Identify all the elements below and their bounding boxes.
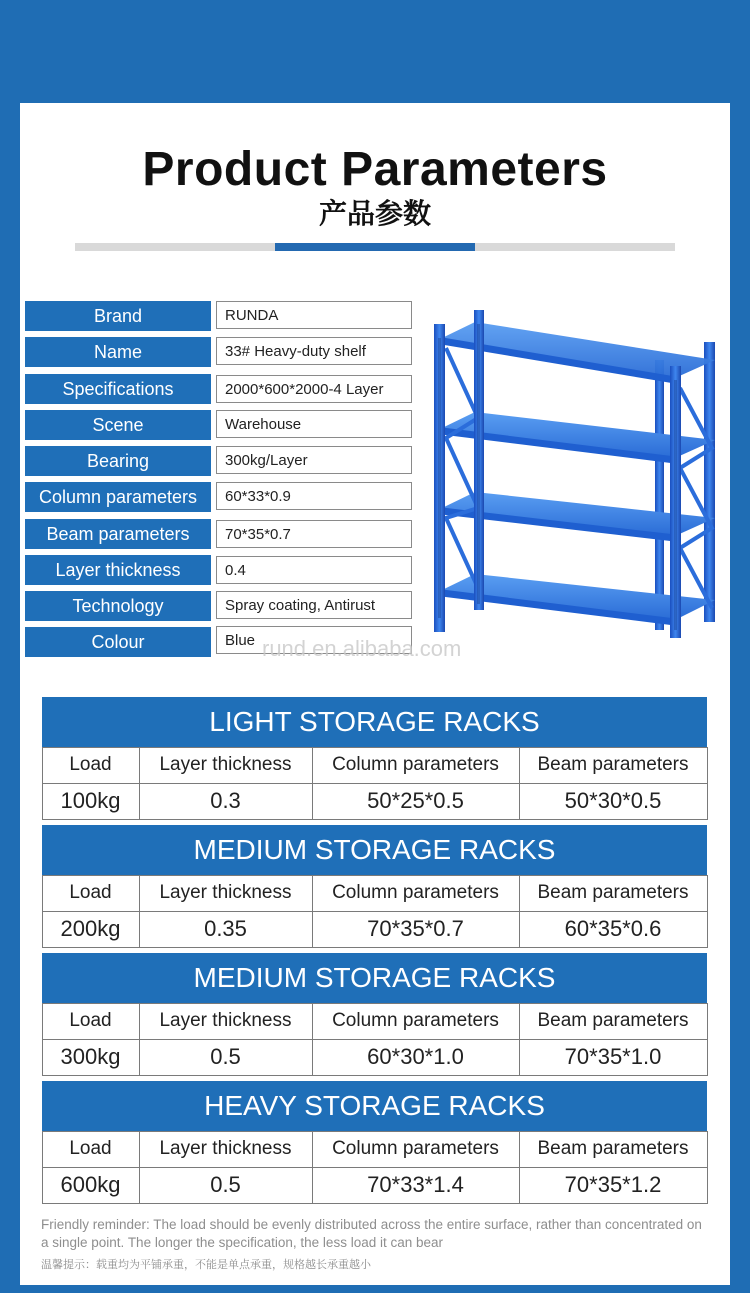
col-header-layer-thickness: Layer thickness xyxy=(139,747,313,784)
spec-label-specifications: Specifications xyxy=(25,374,211,404)
rack-table-medium-200 xyxy=(42,825,707,947)
spec-value-beam-parameters: 70*35*0.7 xyxy=(216,520,412,548)
page-subtitle: 产品参数 xyxy=(318,198,431,229)
spec-label-column-parameters: Column parameters xyxy=(25,482,211,512)
col-header-column-parameters: Column parameters xyxy=(312,1131,520,1168)
cell-load: 600kg xyxy=(42,1167,140,1204)
col-header-column-parameters: Column parameters xyxy=(312,875,520,912)
cell-load: 100kg xyxy=(42,783,140,820)
col-header-load: Load xyxy=(42,875,140,912)
col-header-beam-parameters: Beam parameters xyxy=(519,1131,708,1168)
col-header-beam-parameters: Beam parameters xyxy=(519,747,708,784)
col-header-column-parameters: Column parameters xyxy=(312,747,520,784)
cell-beam-parameters: 70*35*1.0 xyxy=(519,1039,708,1076)
cell-beam-parameters: 60*35*0.6 xyxy=(519,911,708,948)
table-title: MEDIUM STORAGE RACKS xyxy=(42,953,707,1003)
cell-column-parameters: 70*33*1.4 xyxy=(312,1167,520,1204)
col-header-layer-thickness: Layer thickness xyxy=(139,1003,313,1040)
cell-column-parameters: 60*30*1.0 xyxy=(312,1039,520,1076)
cell-layer-thickness: 0.3 xyxy=(139,783,313,820)
spec-label-layer-thickness: Layer thickness xyxy=(25,555,211,585)
table-title: MEDIUM STORAGE RACKS xyxy=(42,825,707,875)
col-header-beam-parameters: Beam parameters xyxy=(519,875,708,912)
col-header-load: Load xyxy=(42,1003,140,1040)
spec-label-brand: Brand xyxy=(25,301,211,331)
spec-value-brand: RUNDA xyxy=(216,301,412,329)
spec-label-name: Name xyxy=(25,337,211,367)
cell-column-parameters: 70*35*0.7 xyxy=(312,911,520,948)
col-header-layer-thickness: Layer thickness xyxy=(139,1131,313,1168)
watermark: rund.en.alibaba.com xyxy=(262,636,462,661)
spec-value-name: 33# Heavy-duty shelf xyxy=(216,337,412,365)
cell-beam-parameters: 50*30*0.5 xyxy=(519,783,708,820)
col-header-beam-parameters: Beam parameters xyxy=(519,1003,708,1040)
spec-value-specifications: 2000*600*2000-4 Layer xyxy=(216,375,412,403)
rack-table-light xyxy=(42,697,707,819)
spec-label-beam-parameters: Beam parameters xyxy=(25,519,211,549)
table-title: LIGHT STORAGE RACKS xyxy=(42,697,707,747)
cell-layer-thickness: 0.5 xyxy=(139,1167,313,1204)
rack-table-medium-300 xyxy=(42,953,707,1075)
cell-layer-thickness: 0.5 xyxy=(139,1039,313,1076)
spec-value-colour: Blue xyxy=(216,626,412,654)
spec-label-technology: Technology xyxy=(25,591,211,621)
cell-column-parameters: 50*25*0.5 xyxy=(312,783,520,820)
reminder-note-cn: 温馨提示：载重均为平铺承重，不能是单点承重，规格越长承重越小 xyxy=(41,1259,371,1271)
spec-label-colour: Colour xyxy=(25,627,211,657)
col-header-load: Load xyxy=(42,747,140,784)
title-divider-accent xyxy=(275,243,475,251)
table-title: HEAVY STORAGE RACKS xyxy=(42,1081,707,1131)
spec-label-scene: Scene xyxy=(25,410,211,440)
page-title: Product Parameters xyxy=(142,143,608,196)
spec-value-column-parameters: 60*33*0.9 xyxy=(216,482,412,510)
rack-table-heavy xyxy=(42,1081,707,1203)
cell-beam-parameters: 70*35*1.2 xyxy=(519,1167,708,1204)
reminder-note-en: Friendly reminder: The load should be evenly distributed across the entire surface, rather than concentrated on a single point. The longer the specification, the less load it can bear xyxy=(41,1217,702,1250)
cell-layer-thickness: 0.35 xyxy=(139,911,313,948)
spec-value-technology: Spray coating, Antirust xyxy=(216,591,412,619)
shelf-rack-image xyxy=(430,308,720,640)
cell-load: 200kg xyxy=(42,911,140,948)
spec-value-layer-thickness: 0.4 xyxy=(216,556,412,584)
col-header-column-parameters: Column parameters xyxy=(312,1003,520,1040)
cell-load: 300kg xyxy=(42,1039,140,1076)
spec-label-bearing: Bearing xyxy=(25,446,211,476)
col-header-layer-thickness: Layer thickness xyxy=(139,875,313,912)
spec-value-bearing: 300kg/Layer xyxy=(216,446,412,474)
spec-value-scene: Warehouse xyxy=(216,410,412,438)
col-header-load: Load xyxy=(42,1131,140,1168)
